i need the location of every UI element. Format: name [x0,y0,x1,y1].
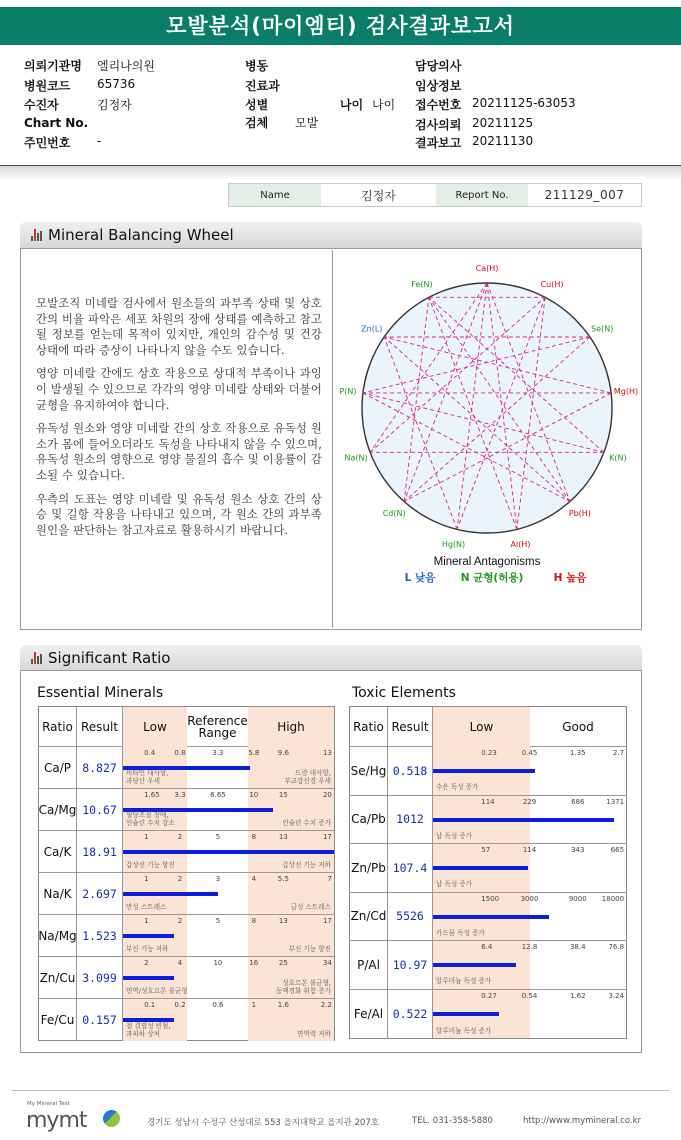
ratio-result: 3.099 [77,957,123,998]
ratio-row [39,999,334,1041]
ratio-result: 107.4 [388,844,433,892]
col-ratio: Ratio [39,707,77,747]
report-date-label: 결과보고 [415,136,462,150]
ratio-name: Ca/Mg [39,789,77,830]
legend-high: H 높음 [553,572,587,584]
tick-label: 20 [322,791,332,799]
ratio-name: Na/Mg [39,915,77,956]
tick-label: 5 [215,833,221,841]
footer-divider [12,1090,669,1091]
bar-chart-icon [31,652,43,664]
tick-label: 114 [522,846,537,854]
col-reference-line1: Reference [187,714,248,728]
ratio-row [39,873,334,915]
ratio-graph [433,990,626,1039]
essential-minerals-table [38,706,335,1041]
wheel-paragraph: 모발조직 미네랄 검사에서 원소들의 과부족 상태 및 상호간의 비율 파악은 세포 차원의 장애 상태를 예측하고 참고될 정보를 얻는데 목적이 있지만, 개인의 감수성 및 건강 상태에 따라 증상이 나타나지 않을 수도 있습니다. [36,297,322,357]
sex-label: 성별 [245,98,269,112]
age-value: 나이 [372,98,396,112]
ratio-name: P/Al [350,941,388,989]
wheel-node-label: Hg(N) [441,539,466,549]
tick-label: 17 [322,833,332,841]
tick-label: 1500 [481,894,500,903]
ratio-row [350,990,626,1039]
id-value: - [97,134,102,148]
ratio-name: Ca/K [39,831,77,872]
tick-label: 1.62 [569,991,586,1000]
report-title: 모발분석(마이엠티) 검사결과보고서 [0,7,681,45]
wheel-circle [362,283,612,533]
toxic-table-header [350,707,626,747]
tick-label: 5.8 [248,749,260,757]
wheel-paragraph: 유독성 원소와 영양 미네랄 간의 상호 작용으로 유독성 원소가 몸에 들어오더라도 독성을 나타내지 않을 수 있으며, 유독성 원소의 영향으로 영양 물질의 흡수 및 이용률이 감소될 수 있습니다. [36,422,322,482]
tick-labels [123,749,334,759]
ratio-result: 8.827 [77,747,123,788]
ratio-panel [20,670,642,1053]
wheel-description [22,250,333,628]
tick-label: 13 [278,833,288,841]
result-bar [433,915,549,919]
tick-label: 3.3 [212,749,224,757]
tick-labels [433,895,626,905]
receipt-value: 20211125-63053 [472,96,576,110]
ratio-result: 0.157 [77,999,123,1041]
wheel-node-label: Na(N) [344,453,368,463]
result-bar [123,850,334,854]
ratio-graph [433,747,626,795]
name-value: 김정자 [321,184,436,206]
request-label: 검사의뢰 [415,118,462,132]
result-bar [123,976,174,980]
ratio-result: 18.91 [77,831,123,872]
ratio-row [39,789,334,831]
tick-label: 0.6 [212,1001,224,1009]
ratio-section-title: Significant Ratio [48,649,171,667]
ratio-row [350,941,626,990]
ratio-graph [123,915,334,956]
ratio-name: Zn/Cu [39,957,77,998]
low-interpretation: 혈당조절 장애, 인슐린 수치 감소 [126,811,175,827]
wheel-node-label: Se(N) [591,324,614,334]
col-good: Good [562,720,594,734]
low-interpretation: 알루미늄 독성 증가 [436,1026,492,1035]
low-interpretation: 카드뮴 독성 증가 [436,928,485,937]
wheel-section-header [20,222,642,248]
name-report-box [228,183,642,207]
wheel-node-label: Al(H) [510,539,531,549]
col-reference-line2: Range [198,726,237,740]
clinical-label: 임상정보 [415,79,462,93]
tick-label: 8 [251,917,257,925]
result-bar [433,866,528,870]
tick-label: 13 [322,749,332,757]
ratio-graph [123,789,334,830]
ratio-row [39,747,334,789]
high-interpretation: 부신 기능 항진 [288,944,331,953]
col-ratio: Ratio [350,707,388,747]
tick-label: 2 [177,833,183,841]
report-no-value: 211129_007 [528,184,641,206]
tick-label: 0.8 [174,749,186,757]
tick-label: 0.45 [521,749,538,757]
ratio-graph [433,941,626,989]
footer-tel: TEL. 031-358-5880 [412,1116,493,1126]
legend-normal: N 균형(허용) [460,572,524,584]
ratio-row [39,957,334,999]
ratio-result: 0.522 [388,990,433,1039]
ratio-row [350,844,626,893]
tick-label: 4 [251,875,257,883]
tick-labels [433,846,626,856]
high-interpretation: 면역력 저하 [297,1029,331,1038]
tick-label: 13 [278,917,288,925]
request-value: 20211125 [472,116,534,130]
tick-label: 9.6 [277,749,289,757]
tick-label: 686 [571,797,585,806]
tick-label: 3000 [520,894,539,903]
tick-label: 8 [251,833,257,841]
low-interpretation: 납 독성 증가 [436,880,473,888]
tick-labels [123,791,334,801]
ratio-result: 2.697 [77,873,123,914]
code-value: 65736 [97,77,136,91]
patient-label: 수진자 [24,98,59,112]
low-interpretation: 납 독성 증가 [436,831,473,840]
tick-labels [123,917,334,927]
tick-label: 665 [610,846,625,854]
ratio-graph [433,844,626,892]
agency-label: 의뢰기관명 [24,59,82,73]
high-interpretation: 갑상선 기능 저하 [282,860,331,869]
tick-label: 17 [322,917,332,925]
ratio-name: Ca/Pb [350,796,388,844]
wheel-node-label: Cd(N) [382,508,406,518]
tick-label: 76.8 [608,943,625,951]
col-result: Result [77,707,123,747]
low-interpretation: 부신 기능 저하 [126,944,169,953]
tick-labels [433,943,626,953]
ratio-row [350,747,626,796]
ratio-name: Na/K [39,873,77,914]
ratio-graph [123,831,334,872]
ratio-name: Fe/Al [350,990,388,1039]
tick-label: 2 [177,917,183,925]
logo-wordmark: mymt [26,1108,87,1133]
patient-value: 김정자 [97,98,132,112]
tick-label: 0.4 [144,749,156,757]
result-bar [433,963,516,967]
high-interpretation: 급성 스트레스 [290,902,331,911]
chart-label: Chart No. [24,116,89,130]
wheel-paragraph: 우측의 도표는 영양 미네랄 및 유독성 원소 상호 간의 상승 및 길항 작용을 나타내고 있으며, 각 원소 간의 과부족 원인을 판단하는 참고자료로 활용하시기 바랍니다. [36,492,322,537]
age-label: 나이 [340,98,364,112]
tick-label: 12.8 [521,943,538,951]
ratio-row [39,915,334,957]
footer-address: 경기도 성남시 수정구 산성대로 553 을지대학교 을지관 207호 [147,1118,380,1128]
tick-label: 2.7 [612,749,625,757]
tick-label: 1 [144,833,149,841]
low-interpretation: 갑상선 기능 항진 [126,860,175,869]
tick-labels [433,992,626,1002]
result-bar [123,934,174,938]
agency-value: 엘리나의원 [97,59,155,73]
wheel-node-label: Pb(H) [568,508,591,518]
wheel-node-label: Cu(H) [540,280,564,290]
ratio-name: Fe/Cu [39,999,77,1041]
tick-label: 9000 [568,894,587,903]
ratio-result: 1.523 [77,915,123,956]
tick-label: 1 [144,875,149,883]
ratio-graph [123,873,334,914]
low-interpretation: 수은 독성 증가 [436,783,479,791]
mineral-antagonism-wheel [334,250,641,628]
tick-label: 34 [322,959,332,967]
col-low: Low [433,707,530,747]
tick-labels [123,833,334,843]
toxic-elements-title: Toxic Elements [352,685,456,701]
ratio-result: 10.97 [388,941,433,989]
tick-labels [123,959,334,969]
tick-label: 6.65 [210,791,226,799]
wheel-node-label: K(N) [609,453,627,463]
bar-chart-icon [31,229,43,241]
low-interpretation: 알루미늄 독성 증가 [436,977,492,985]
result-bar [433,1012,499,1016]
wheel-section-title: Mineral Balancing Wheel [48,226,234,244]
tick-label: 1 [144,917,149,925]
tick-label: 2.2 [320,1001,332,1009]
tick-label: 4 [177,959,183,967]
tick-labels [433,749,626,759]
wheel-node-label: Mg(H) [613,387,639,397]
tick-label: 1.6 [277,1001,289,1009]
ward-label: 병동 [245,59,269,73]
low-interpretation: 만성 스트레스 [126,902,167,911]
tick-label: 2 [177,875,183,883]
tick-label: 0.23 [481,749,497,757]
ratio-graph [123,999,334,1041]
tick-label: 6.4 [481,943,493,951]
ratio-name: Ca/P [39,747,77,788]
ratio-section-header [20,645,642,671]
col-reference-range [187,707,248,747]
ratio-result: 0.518 [388,747,433,795]
high-interpretation: 인슐린 수치 증가 [282,818,331,827]
wheel-node-label: Zn(L) [361,324,383,334]
tick-label: 1 [251,1001,257,1009]
report-date-value: 20211130 [472,134,534,148]
tick-label: 7 [327,875,332,883]
ratio-row [350,893,626,942]
tick-label: 0.1 [144,1001,156,1009]
ratio-name: Zn/Cd [350,893,388,941]
wheel-panel [20,248,642,630]
wheel-node-label: P(N) [339,387,357,397]
essential-table-header [39,707,334,747]
low-interpretation: 철 결핍성 빈혈, 과피하 상처 [126,1022,171,1038]
report-no-label: Report No. [436,184,528,206]
id-label: 주민번호 [24,136,71,150]
ratio-graph [433,796,626,844]
specimen-value: 모발 [295,116,319,130]
tick-label: 10 [249,791,259,799]
tick-label: 0.27 [481,991,497,1000]
tick-label: 229 [522,797,537,806]
wheel-paragraph: 영양 미네랄 간에도 상호 작용으로 상대적 부족이나 과잉이 발생될 수 있으므로 각각의 영양 미네랄 상태와 더불어 균형을 유지하여야 합니다. [36,367,322,412]
col-low: Low [123,707,187,747]
ratio-row [39,831,334,873]
ratio-name: Se/Hg [350,747,388,795]
tick-label: 3 [215,875,221,883]
ratio-name: Zn/Pb [350,844,388,892]
ratio-row [350,796,626,845]
info-shadow [0,166,681,180]
ratio-graph [123,747,334,788]
result-bar [433,818,614,822]
essential-minerals-title: Essential Minerals [37,685,164,701]
doctor-label: 담당의사 [415,59,462,73]
tick-labels [123,1001,334,1011]
tick-labels [433,798,626,808]
tick-label: 57 [481,846,491,854]
tick-label: 114 [481,797,495,806]
tick-label: 10 [213,959,223,967]
tick-label: 343 [571,846,585,854]
low-interpretation: 면역/성호르몬 불균형 [126,986,188,995]
logo-tagline: My Mineral Test [27,1101,70,1107]
tick-label: 15 [278,791,288,799]
tick-label: 1371 [606,797,625,806]
dept-label: 진료과 [245,79,280,93]
mymt-logo [26,1101,126,1133]
ratio-result: 10.67 [77,789,123,830]
tick-label: 1.65 [144,791,160,799]
receipt-label: 접수번호 [415,98,462,112]
tick-label: 38.4 [569,943,586,951]
high-interpretation: 성호르몬 불균형, 동맥경화 위험 증가 [275,979,331,995]
wheel-caption: Mineral Antagonisms [433,556,541,568]
wheel-node-label: Fe(N) [411,280,433,290]
logo-mark-icon [103,1110,120,1127]
ratio-result: 5526 [388,893,433,941]
wheel-node-label: Ca(H) [475,264,499,273]
toxic-elements-table [349,706,627,1039]
specimen-label: 검체 [245,116,269,130]
legend-low: L 낮음 [404,572,436,584]
tick-label: 3.24 [608,991,625,1000]
name-label: Name [229,184,321,206]
tick-label: 0.2 [174,1001,186,1009]
tick-label: 18000 [601,894,625,903]
ratio-graph [433,893,626,941]
high-interpretation: 드랑 대사항, 부교감신경 우세 [284,769,331,785]
result-bar [433,769,535,773]
footer-url[interactable]: http://www.mymineral.co.kr [523,1116,641,1126]
ratio-result: 1012 [388,796,433,844]
code-label: 병원코드 [24,79,71,93]
tick-label: 25 [278,959,288,967]
tick-label: 1.35 [569,749,586,757]
tick-label: 0.54 [521,991,538,1000]
low-interpretation: 비타민 대사항, 과당산 우세 [126,769,169,785]
tick-label: 5.5 [277,875,289,883]
result-bar [123,892,218,896]
col-result: Result [388,707,433,747]
ratio-graph [123,957,334,998]
tick-label: 5 [215,917,221,925]
tick-label: 3.3 [174,791,186,799]
tick-label: 16 [249,959,259,967]
col-high: High [248,707,334,747]
tick-label: 2 [144,959,149,967]
tick-labels [123,875,334,885]
